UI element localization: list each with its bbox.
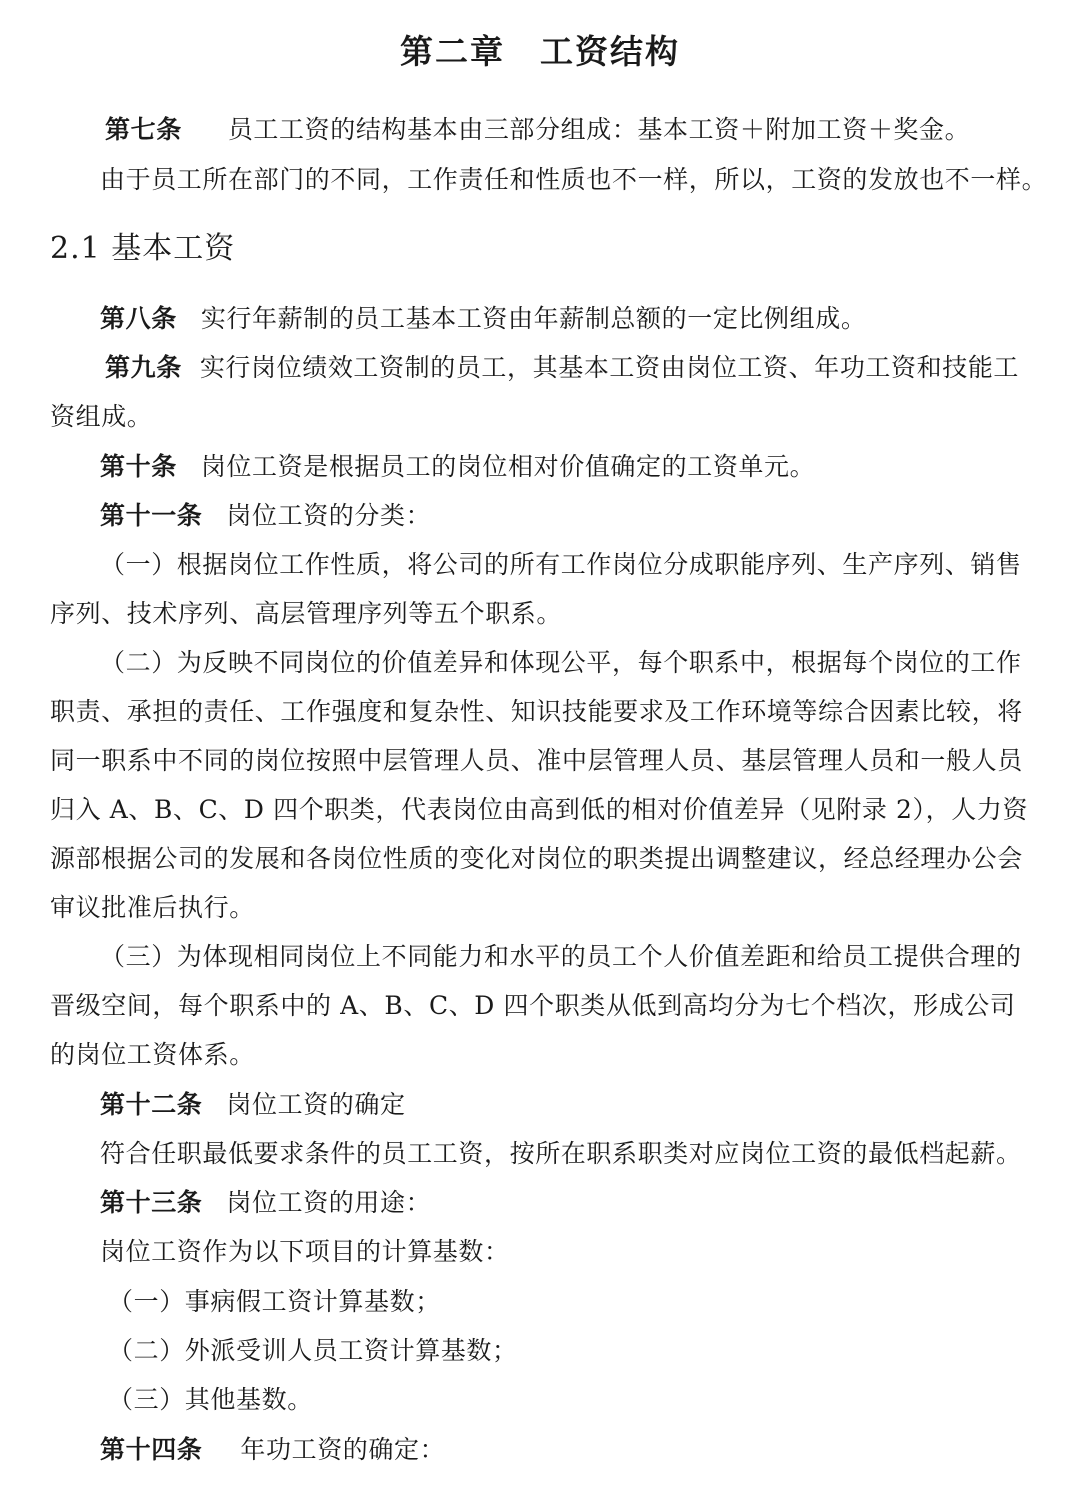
article-13 (100, 1188, 431, 1218)
article-11-item2-line1: （二）为反映不同岗位的价值差异和体现公平，每个职系中，根据每个岗位的工作 (100, 648, 1022, 677)
article-14-text: 年功工资的确定： (240, 1435, 446, 1464)
article-9 (105, 353, 1019, 383)
article-13-label: 第十三条 (100, 1188, 203, 1217)
article-10-label: 第十条 (100, 452, 177, 481)
article-12-label: 第十二条 (100, 1090, 203, 1119)
article-11-item3-line2: 晋级空间，每个职系中的 A、B、C、D 四个职类从低到高均分为七个档次，形成公司 (50, 991, 1016, 1020)
article-10 (100, 452, 815, 482)
article-12 (100, 1090, 406, 1120)
article-9-line1: 实行岗位绩效工资制的员工，其基本工资由岗位工资、年功工资和技能工 (199, 353, 1020, 382)
article-9-label: 第九条 (105, 353, 182, 382)
article-11-item1-line1: （一）根据岗位工作性质，将公司的所有工作岗位分成职能序列、生产序列、销售 (100, 550, 1022, 579)
article-11-item2-line2: 职责、承担的责任、工作强度和复杂性、知识技能要求及工作环境等综合因素比较，将 (50, 697, 1023, 726)
chapter-title: 第二章 工资结构 (400, 32, 680, 71)
article-7-label: 第七条 (105, 115, 182, 144)
article-11 (100, 501, 431, 531)
article-11-item2-line5: 源部根据公司的发展和各岗位性质的变化对岗位的职类提出调整建议，经总经理办公会 (50, 844, 1023, 873)
article-7-text: 员工工资的结构基本由三部分组成：基本工资＋附加工资＋奖金。 (227, 115, 971, 144)
article-13-item2: （二）外派受训人员工资计算基数； (108, 1336, 518, 1365)
article-12-note: 符合任职最低要求条件的员工工资，按所在职系职类对应岗位工资的最低档起薪。 (100, 1139, 1022, 1168)
article-12-text: 岗位工资的确定 (226, 1090, 406, 1119)
section-title: 2.1 基本工资 (50, 231, 236, 266)
article-11-item2-line6: 审议批准后执行。 (50, 893, 255, 922)
article-11-item2-line4: 归入 A、B、C、D 四个职类，代表岗位由高到低的相对价值差异（见附录 2），人力资 (50, 795, 1029, 824)
article-11-text: 岗位工资的分类： (226, 501, 432, 530)
article-11-label: 第十一条 (100, 501, 203, 530)
article-13-item1: （一）事病假工资计算基数； (108, 1287, 441, 1316)
article-10-text: 岗位工资是根据员工的岗位相对价值确定的工资单元。 (200, 452, 816, 481)
article-11-item3-line1: （三）为体现相同岗位上不同能力和水平的员工个人价值差距和给员工提供合理的 (100, 942, 1022, 971)
article-8 (100, 304, 866, 334)
article-13-text: 岗位工资的用途： (226, 1188, 432, 1217)
article-13-item3: （三）其他基数。 (108, 1385, 313, 1414)
article-7 (105, 115, 970, 145)
article-11-item3-line3: 的岗位工资体系。 (50, 1040, 255, 1069)
article-8-text: 实行年薪制的员工基本工资由年薪制总额的一定比例组成。 (200, 304, 867, 333)
article-11-item1-line2: 序列、技术序列、高层管理序列等五个职系。 (50, 599, 563, 628)
article-11-item2-line3: 同一职系中不同的岗位按照中层管理人员、准中层管理人员、基层管理人员和一般人员 (50, 746, 1023, 775)
article-9-line2: 资组成。 (50, 402, 153, 431)
article-14-label: 第十四条 (100, 1435, 203, 1464)
article-14 (100, 1435, 445, 1465)
article-8-label: 第八条 (100, 304, 177, 333)
article-13-note: 岗位工资作为以下项目的计算基数： (100, 1237, 510, 1266)
article-7-note: 由于员工所在部门的不同，工作责任和性质也不一样，所以，工资的发放也不一样。 (100, 165, 1048, 194)
